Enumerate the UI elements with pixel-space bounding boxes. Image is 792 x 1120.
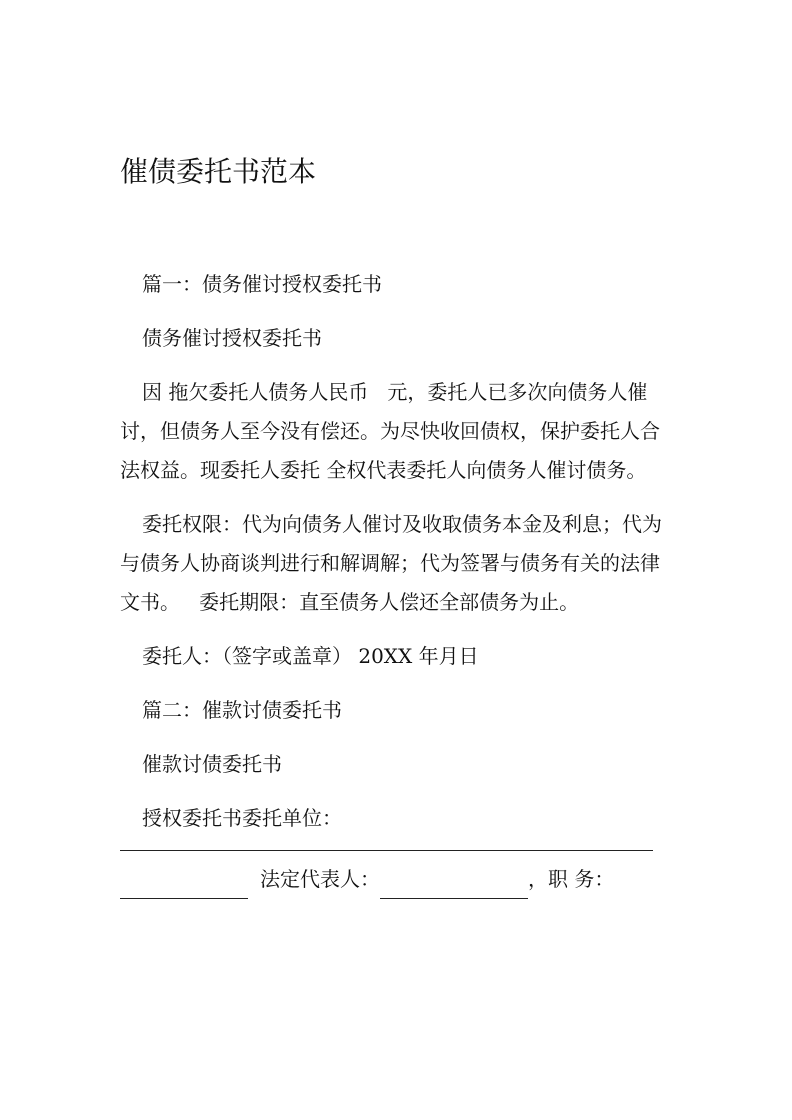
subheading-1: 债务催讨授权委托书	[142, 326, 322, 350]
legal-rep-fill-blank	[380, 876, 528, 899]
fill-blank	[120, 876, 248, 899]
legal-rep-label: 法定代表人：	[260, 867, 380, 891]
body-paragraph-authority: 委托权限：代为向债务人催讨及收取债务本金及利息；代为与债务人协商谈判进行和解调解；代为签署与债务有关的法律文书。 委托期限：直至债务人偿还全部债务为止。	[120, 512, 662, 614]
body-paragraph-debt: 因 拖欠委托人债务人民币 元，委托人已多次向债务人催讨，但债务人至今没有偿还。为尽快收回债权，保护委托人合法权益。现委托人委托 全权代表委托人向债务人催讨债务。	[120, 380, 660, 482]
position-label: ，职 务：	[528, 867, 615, 891]
entrusting-unit-label: 授权委托书委托单位：	[142, 806, 342, 830]
legal-rep-line	[120, 867, 668, 899]
subheading-2: 催款讨债委托书	[142, 752, 282, 776]
document-title: 催债委托书范本	[120, 155, 317, 188]
document-body	[120, 265, 668, 899]
section-heading-1: 篇一：债务催讨授权委托书	[142, 272, 382, 296]
signature-line: 委托人：（签字或盖章） 20XX 年月日	[142, 644, 479, 668]
section-heading-2: 篇二：催款讨债委托书	[142, 698, 342, 722]
entrusting-unit-fill-line	[120, 850, 653, 851]
